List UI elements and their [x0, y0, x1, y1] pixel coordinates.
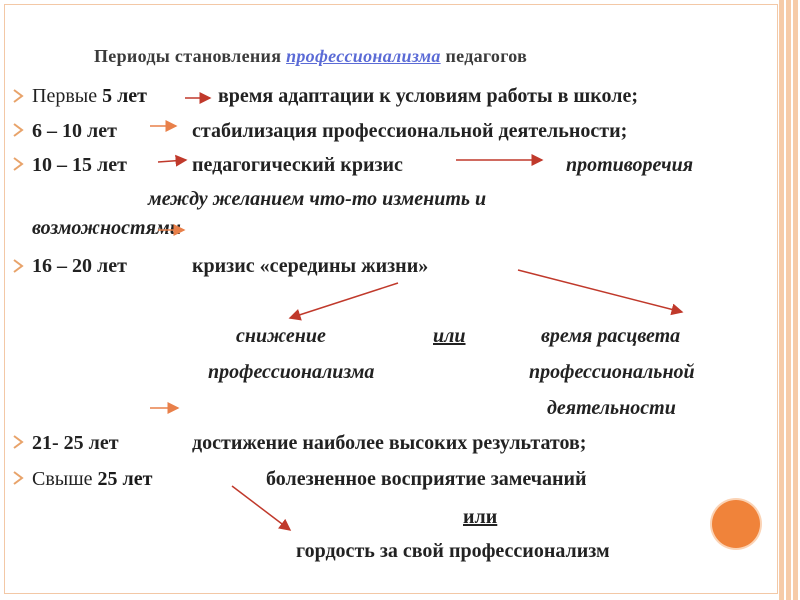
arrow-row3 — [158, 160, 186, 162]
row6-alt: гордость за свой профессионализм — [296, 540, 610, 562]
row1-number: 5 лет — [102, 85, 147, 107]
title-part1: Периоды становления — [94, 46, 282, 66]
option-decline-cont: профессионализма — [208, 361, 375, 383]
option-flourish: время расцвета — [541, 325, 681, 347]
row2-years: 6 – 10 лет — [32, 120, 117, 142]
row3-continuation1: между желанием что-то изменить и — [148, 188, 487, 210]
row6-number: 25 лет — [97, 468, 153, 490]
arrow-row6 — [232, 486, 290, 530]
row5-text: достижение наиболее высоких результатов; — [192, 432, 587, 454]
row5-years: 21- 25 лет — [32, 432, 119, 454]
row1-text: время адаптации к условиям работы в школе; — [218, 85, 639, 107]
row3-result: противоречия — [566, 154, 694, 176]
option-decline: снижение — [236, 325, 326, 347]
row6-text: болезненное восприятие замечаний — [266, 468, 587, 490]
row2-text: стабилизация профессиональной деятельности; — [192, 120, 628, 142]
row3-years: 10 – 15 лет — [32, 154, 127, 176]
row3-continuation2: возможностями — [32, 217, 181, 239]
option-or: или — [433, 325, 466, 347]
title-part2: педагогов — [445, 46, 528, 66]
row4-years: 16 – 20 лет — [32, 255, 127, 277]
row6-or: или — [463, 506, 498, 528]
title-link[interactable]: профессионализма — [286, 46, 441, 66]
option-flourish-cont2: деятельности — [547, 397, 676, 419]
row4-text: кризис «середины жизни» — [192, 255, 429, 277]
arrow-to-flourish — [518, 270, 682, 312]
row6-prefix: Свыше — [32, 468, 93, 490]
row3-text: педагогический кризис — [192, 154, 403, 176]
option-flourish-cont1: профессиональной — [529, 361, 695, 383]
row1-prefix: Первые — [32, 85, 98, 107]
arrow-to-decline — [290, 283, 398, 318]
